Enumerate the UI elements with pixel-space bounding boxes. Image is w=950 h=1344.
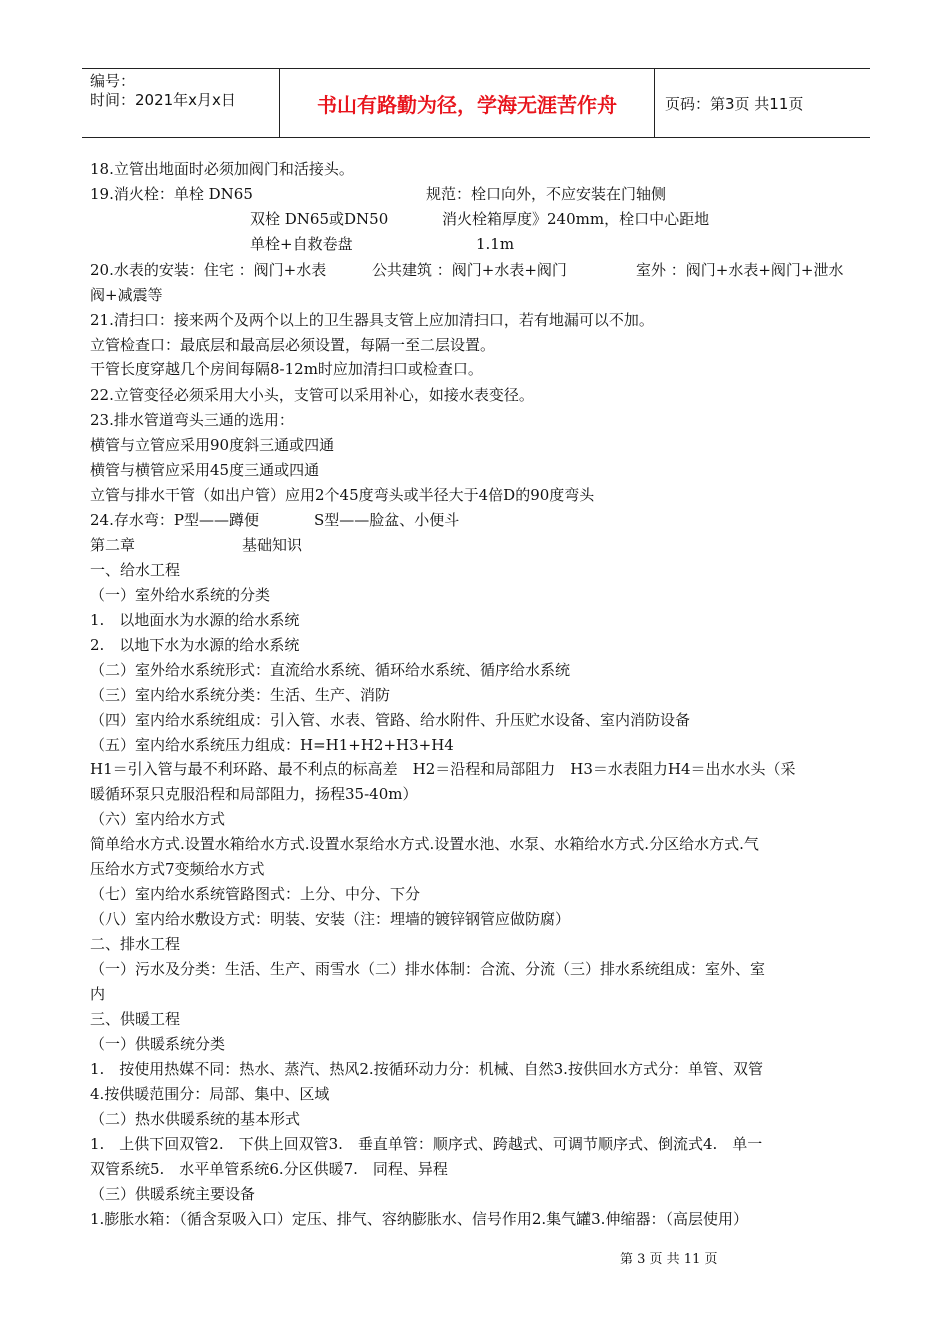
text-line: 压给水方式7变频给水方式 — [90, 860, 265, 878]
text-line: （一）污水及分类：生活、生产、雨雪水（二）排水体制：合流、分流（三）排水系统组成：室外、室 — [90, 960, 766, 978]
text-line: 24.存水弯：P型——蹲便 — [90, 511, 259, 529]
section-heading: 二、排水工程 — [90, 935, 181, 953]
text-line: 19.消火栓：单栓 DN65 — [90, 185, 253, 203]
text-line: 干管长度穿越几个房间每隔8-12m时应加清扫口或检查口。 — [90, 360, 483, 378]
text-line: 横管与立管应采用90度斜三通或四通 — [90, 436, 335, 454]
header-page-number: 页码：第3页 共11页 — [665, 94, 804, 113]
text-line: （五）室内给水系统压力组成：H=H1+H2+H3+H4 — [90, 736, 454, 754]
text-line: 1.1m — [476, 235, 515, 253]
text-line: （一）室外给水系统的分类 — [90, 586, 271, 604]
text-line: 23.排水管道弯头三通的选用： — [90, 411, 294, 429]
text-line: 1. 上供下回双管2. 下供上回双管3. 垂直单管：顺序式、跨越式、可调节顺序式、倒流式4. 单一 — [90, 1135, 763, 1153]
text-line: （六）室内给水方式 — [90, 810, 226, 828]
text-line: S型——脸盆、小便斗 — [314, 511, 460, 529]
text-line: 双管系统5. 水平单管系统6.分区供暖7. 同程、异程 — [90, 1160, 448, 1178]
text-line: （三）供暖系统主要设备 — [90, 1185, 256, 1203]
text-line: 阀+减震等 — [90, 286, 163, 304]
text-line: 内 — [90, 985, 106, 1003]
text-line: 规范：栓口向外，不应安装在门轴侧 — [426, 185, 667, 203]
text-line: 室外 ：阀门+水表+阀门+泄水 — [636, 261, 844, 279]
text-line: H1＝引入管与最不利环路、最不利点的标高差 H2＝沿程和局部阻力 H3＝水表阻力H4＝出水水头（采 — [90, 760, 796, 778]
text-line: 双栓 DN65或DN50 — [250, 210, 389, 228]
section-heading: 三、供暖工程 — [90, 1010, 181, 1028]
text-line: 1. 以地面水为水源的给水系统 — [90, 611, 300, 629]
text-line: （二）热水供暖系统的基本形式 — [90, 1110, 301, 1128]
text-line: 单栓+自救卷盘 — [250, 235, 353, 253]
page-header — [82, 68, 870, 138]
text-line: （八）室内给水敷设方式：明装、安装（注：埋墙的镀锌钢管应做防腐） — [90, 910, 571, 928]
text-line: 立管与排水干管（如出户管）应用2个45度弯头或半径大于4倍D的90度弯头 — [90, 486, 595, 504]
text-line: 横管与横管应采用45度三通或四通 — [90, 461, 320, 479]
chapter-number: 第二章 — [90, 536, 136, 554]
text-line: 4.按供暖范围分：局部、集中、区域 — [90, 1085, 330, 1103]
text-line: （七）室内给水系统管路图式：上分、中分、下分 — [90, 885, 421, 903]
text-line: （三）室内给水系统分类：生活、生产、消防 — [90, 686, 391, 704]
text-line: 2. 以地下水为水源的给水系统 — [90, 636, 300, 654]
section-heading: 一、给水工程 — [90, 561, 181, 579]
text-line: （二）室外给水系统形式：直流给水系统、循环给水系统、循序给水系统 — [90, 661, 571, 679]
text-line: 22.立管变径必须采用大小头，支管可以采用补心，如接水表变径。 — [90, 386, 534, 404]
text-line: 1.膨胀水箱：（循含泵吸入口）定压、排气、容纳膨胀水、信号作用2.集气罐3.伸缩器：（高层使用） — [90, 1210, 748, 1228]
text-line: 1. 按使用热媒不同：热水、蒸汽、热风2.按循环动力分：机械、自然3.按供回水方式分：单管、双管 — [90, 1060, 763, 1078]
text-line: 18.立管出地面时必须加阀门和活接头。 — [90, 160, 354, 178]
text-line: 消火栓箱厚度》240mm，栓口中心距地 — [442, 210, 710, 228]
document-number-label: 编号： — [90, 72, 136, 90]
text-line: 公共建筑 ：阀门+水表+阀门 — [372, 261, 567, 279]
chapter-title: 基础知识 — [242, 536, 303, 554]
document-date: 时间：2021年x月x日 — [90, 91, 236, 109]
header-meta — [82, 69, 280, 137]
text-line: 立管检查口：最底层和最高层必须设置，每隔一至二层设置。 — [90, 336, 496, 354]
text-line: 暖循环泵只克服沿程和局部阻力，扬程35-40m） — [90, 785, 418, 803]
text-line: 简单给水方式.设置水箱给水方式.设置水泵给水方式.设置水池、水泵、水箱给水方式.分区给水方式.气 — [90, 835, 759, 853]
text-line: （四）室内给水系统组成：引入管、水表、管路、给水附件、升压贮水设备、室内消防设备 — [90, 711, 691, 729]
header-motto: 书山有路勤为径，学海无涯苦作舟 — [280, 69, 655, 137]
text-line: （一）供暖系统分类 — [90, 1035, 226, 1053]
text-line: 20.水表的安装：住宅 ：阀门+水表 — [90, 261, 327, 279]
page-footer: 第 3 页 共 11 页 — [620, 1252, 718, 1267]
text-line: 21.清扫口：接来两个及两个以上的卫生器具支管上应加清扫口，若有地漏可以不加。 — [90, 311, 654, 329]
